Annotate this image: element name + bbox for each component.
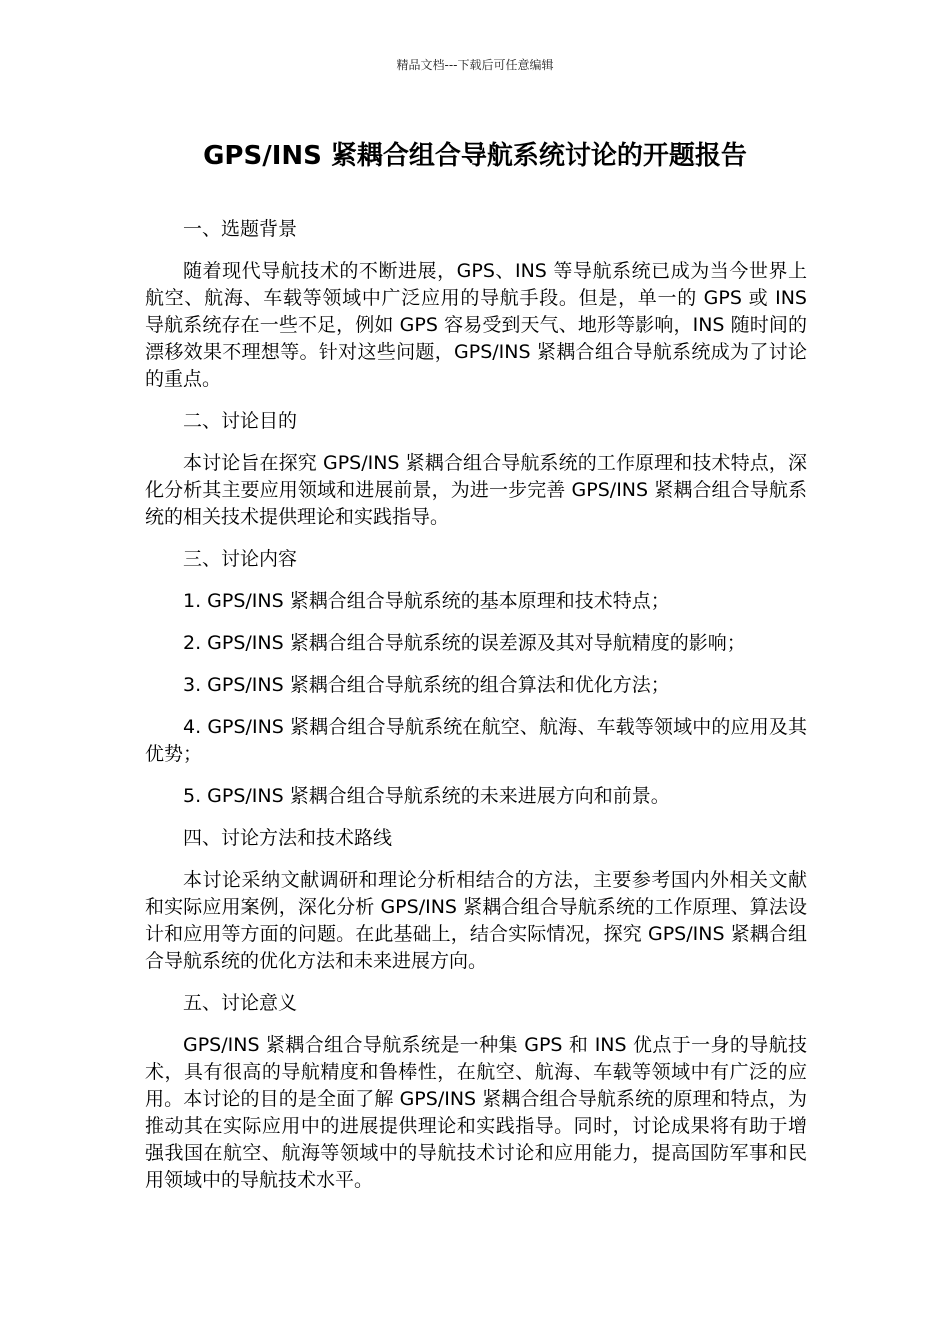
- paragraph-significance: GPS/INS 紧耦合组合导航系统是一种集 GPS 和 INS 优点于一身的导航技术，具有很高的导航精度和鲁棒性，在航空、航海、车载等领域中有广泛的应用。本讨论的目的是全面了解 GPS/INS 紧耦合组合导航系统的原理和特点，为推动其在实际应用中的进展提供理论和实践指导。同时，讨论成果将有助于增强我国在航空、航海等领域中的导航技术讨论和应用能力，提高国防军事和民用领域中的导航技术水平。: [145, 1034, 807, 1191]
- document-title: GPS/INS 紧耦合组合导航系统讨论的开题报告: [203, 141, 747, 171]
- paragraph-method: 本讨论采纳文献调研和理论分析相结合的方法，主要参考国内外相关文献和实际应用案例，深化分析 GPS/INS 紧耦合组合导航系统的工作原理、算法设计和应用等方面的问题。在此基础上，结合实际情况，探究 GPS/INS 紧耦合组合导航系统的优化方法和未来进展方向。: [145, 869, 807, 972]
- section-heading-significance: 五、讨论意义: [183, 992, 298, 1014]
- list-item: 4. GPS/INS 紧耦合组合导航系统在航空、航海、车载等领域中的应用及其优势；: [145, 716, 807, 765]
- section-heading-purpose: 二、讨论目的: [183, 410, 298, 432]
- list-item: 5. GPS/INS 紧耦合组合导航系统的未来进展方向和前景。: [183, 785, 670, 807]
- document-body: [145, 216, 807, 1209]
- header-note: 精品文档---下载后可任意编辑: [396, 58, 554, 72]
- section-heading-content: 三、讨论内容: [183, 548, 298, 570]
- paragraph-background: 随着现代导航技术的不断进展，GPS、INS 等导航系统已成为当今世界上航空、航海、车载等领域中广泛应用的导航手段。但是，单一的 GPS 或 INS 导航系统存在一些不足，例如 GPS 容易受到天气、地形等影响，INS 随时间的漂移效果不理想等。针对这些问题，GPS/INS 紧耦合组合导航系统成为了讨论的重点。: [145, 260, 807, 390]
- list-item: 3. GPS/INS 紧耦合组合导航系统的组合算法和优化方法；: [183, 674, 670, 696]
- section-heading-method: 四、讨论方法和技术路线: [183, 827, 393, 849]
- paragraph-purpose: 本讨论旨在探究 GPS/INS 紧耦合组合导航系统的工作原理和技术特点，深化分析其主要应用领域和进展前景，为进一步完善 GPS/INS 紧耦合组合导航系统的相关技术提供理论和实践指导。: [145, 452, 807, 528]
- list-item: 2. GPS/INS 紧耦合组合导航系统的误差源及其对导航精度的影响；: [183, 632, 746, 654]
- list-item: 1. GPS/INS 紧耦合组合导航系统的基本原理和技术特点；: [183, 590, 670, 612]
- section-heading-background: 一、选题背景: [183, 218, 298, 240]
